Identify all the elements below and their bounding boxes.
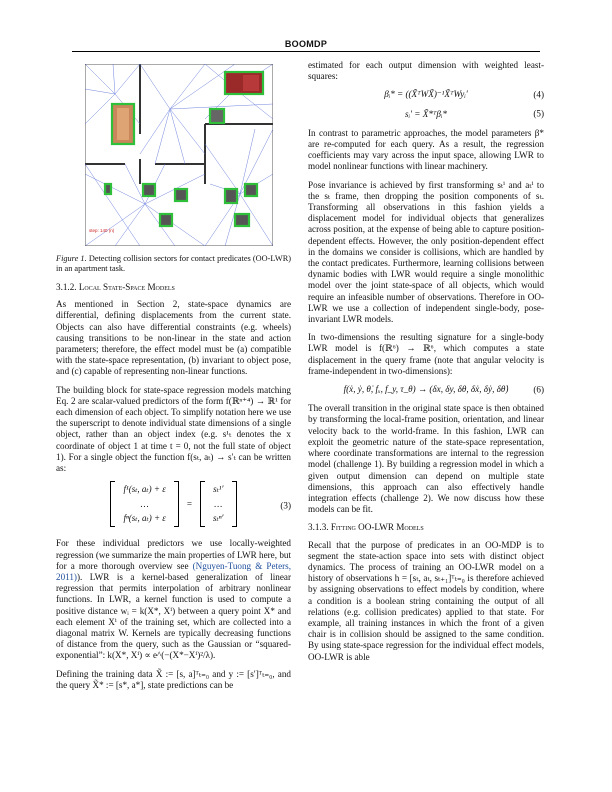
eq6-body: f(ẋ, ẏ, θ̇, fₓ, f_y, τ_θ) → (δx, δy, δθ, δẋ, δẏ, δθ̇)	[343, 384, 509, 395]
eq3-rhs-2: …	[214, 498, 223, 509]
eq6-number: (6)	[533, 384, 544, 395]
citation-nguyen-tuong[interactable]: (Nguyen-Tuong & Peters, 2011)	[56, 560, 291, 583]
eq3-row-3: fⁿ(sₜ, aₜ) + ε	[123, 512, 166, 523]
eq3-number: (3)	[280, 500, 291, 511]
header-rule	[72, 51, 540, 52]
left-column	[56, 60, 291, 698]
figure-inset-label: step: 140 (n)	[89, 228, 115, 233]
equation-5	[308, 109, 544, 120]
right-paragraph-1: estimated for each output dimension with weighted least-squares:	[308, 60, 544, 82]
right-paragraph-5: The overall transition in the original state space is then obtained by transforming the local-frame position, orientation, and linear velocity back to the world-frame. In this fashion, LWR can exploit the geometric nature of the state-space representation, where coordinate transformations are internal to the regression model (challenge 1). By building a regression model in which a given output dimension can depend on multiple state dimensions, this approach can also effectively handle integration effects (challenge 2). We now discuss how these models can be fit.	[308, 403, 544, 515]
figure-caption-text: Detecting collision sectors for contact predicates (OO-LWR) in an apartment task.	[56, 254, 291, 273]
equation-4	[308, 89, 544, 100]
eq3-row-1: f¹(sₜ, aₜ) + ε	[123, 484, 166, 495]
section-title-3-1-3: 3.1.3. Fitting OO-LWR Models	[308, 522, 424, 533]
apartment-collision-map	[85, 64, 273, 246]
right-paragraph-2: In contrast to parametric approaches, the model parameters β* are re-computed for each query. As a result, the regression coefficients may vary across the input space, allowing LWR to model nonlinear functions with linear machinery.	[308, 127, 544, 172]
left-paragraph-3	[56, 538, 291, 661]
eq5-number: (5)	[533, 108, 544, 119]
eq3-rhs-1: sₜ¹′	[213, 484, 224, 495]
left-paragraph-4: Defining the training data X̃ := [s, a]ᵀₜ₌₀ and y := [s′]ᵀₜ₌₀, and the query X̃* := [s*, a*], state predictions can be	[56, 668, 291, 690]
eq3-row-2: …	[140, 498, 149, 509]
right-paragraph-6: Recall that the purpose of predicates in an OO-MDP is to segment the state-action space into sets with distinct object dynamics. The process of training an OO-LWR model on a history of observations h = [sₜ, aₜ, sₜ₊₁]ᵀₜ₌₀ is therefore achieved by assigning observations to effect models by condition, where a condition is a boolean string containing the output of all relations (e.g. collision predicates) applied to that state. For example, all training instances in which the front of a given chair is in collision should be assigned to the same condition. By using state-space regression for the individual effect models, OO-LWR is able	[308, 539, 544, 662]
right-paragraph-3: Pose invariance is achieved by first transforming sₜⁱ and aₜⁱ to the sₜ frame, then dropping the position components of sₜ. Transforming all observations in this fashion yields a displacement model for individual objects that generalizes across position, at the expense of being able to capture position-dependent effects. However, the only position-dependent effect in the domains we consider is collisions, which are handled by the contact predicates. Furthermore, learning collisions between dynamic bodies with LWR would require a single monolithic model over the joint state-space of all objects, which would require an infeasible number of observations. Therefore in OO-LWR we use a collection of independent single-body, pose-invariant LWR models.	[308, 179, 544, 325]
eq4-number: (4)	[533, 89, 544, 100]
left-paragraph-2: The building block for state-space regression models matching Eq. 2 are scalar-valued predictors of the form f(ℝⁿ⁺⁴) → ℝ¹ for each dimension of each object. To simplify notation here we use the superscript to denote individual state dimensions of a single object, rather than an object index (e.g. s¹ₜ denotes the x coordinate of object 1 at time t = 0, not the full state of object 1). For a single object the function f(sₜ, aₜ) → s′ₜ can be written as:	[56, 384, 291, 474]
p3-text-b: ). LWR is a kernel-based generalization of linear regression that permits interpolation of arbitrary nonlinear functions. In LWR, a kernel function is used to compute a positive distance wᵢ = k(X*, Xⁱ) between a query point X* and each element Xⁱ of the training set, which are collected into a diagonal matrix W. Kernels are typically decreasing functions of distance from the query, such as the Gaussian or “squared-exponential”: k(X*, Xⁱ) ∝ e^(−(X*−Xⁱ)²/λ).	[56, 572, 291, 661]
figure-caption-label: Figure 1.	[56, 254, 87, 263]
p3-text-a: For these individual predictors we use locally-weighted regression (we summarize the main properties of LWR here, but for a more thorough overview see	[56, 538, 291, 571]
section-title-3-1-2: 3.1.2. Local State-Space Models	[56, 282, 175, 292]
right-paragraph-4: In two-dimensions the resulting signature for a single-body LWR model is f(ℝ⁶) → ℝ⁶, which computes a state displacement in the query frame (note that angular velocity is frame-independent in two-dimensions):	[308, 332, 544, 376]
eq5-body: sᵢ′ = X̃*ᵀβᵢ*	[405, 108, 447, 119]
right-column	[308, 60, 544, 670]
eq3-rhs-3: sₜⁿ′	[213, 512, 224, 523]
running-header: BOOMDP	[284, 39, 328, 49]
apartment-figure	[85, 64, 273, 246]
equation-3: f¹(sₜ, aₜ) + ε … fⁿ(sₜ, aₜ) + ε = sₜ¹′ … sₜⁿ′ (3)	[56, 481, 291, 530]
eq4-body: βᵢ* = ((X̃ᵀWX̃)⁻¹X̃ᵀWyᵢ′	[384, 89, 468, 100]
left-paragraph-1: As mentioned in Section 2, state-space dynamics are differential, defining displacements from the current state. Objects can also have differential constraints (e.g. wheels) causing transitions to be non-linear in the state and action parameters; therefore, the effect model must be (a) compatible with the state-space representation, (b) invariant to object pose, and (c) capable of representing non-linear functions.	[56, 299, 291, 377]
equation-6	[308, 384, 544, 395]
figure-caption	[56, 254, 291, 274]
